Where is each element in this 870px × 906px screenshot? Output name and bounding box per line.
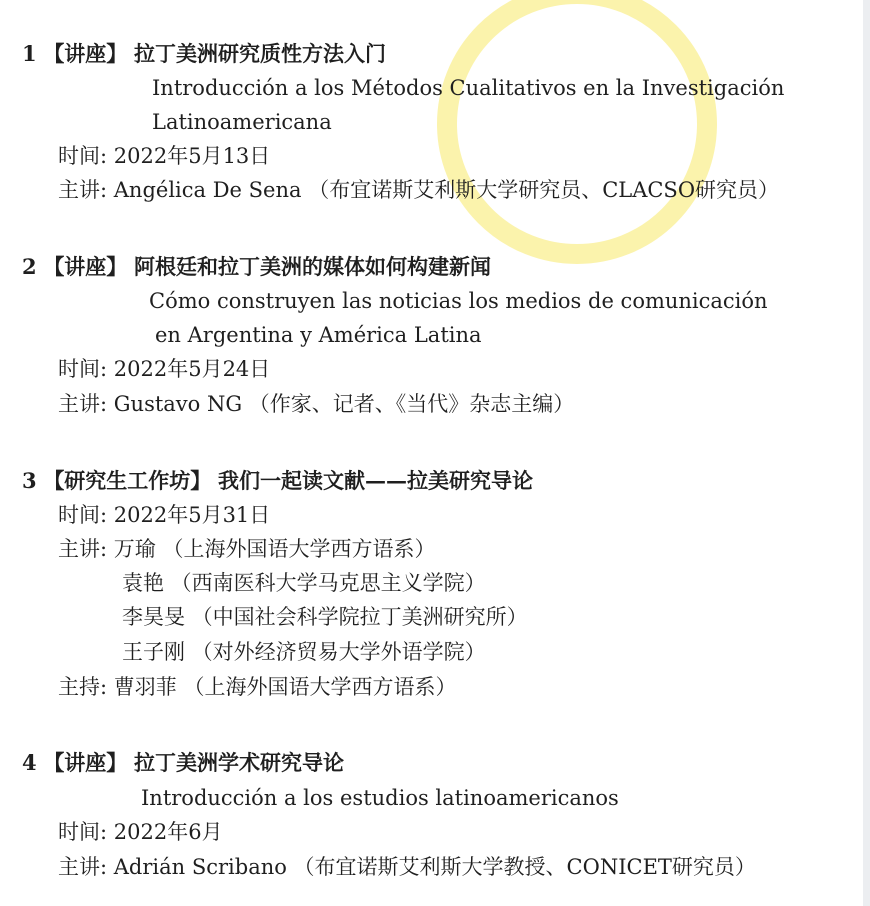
event-tag: 【讲座】 bbox=[43, 750, 128, 775]
time-value: 2022年6月 bbox=[113, 820, 223, 844]
event-tag: 【讲座】 bbox=[43, 254, 128, 279]
time-value: 2022年5月31日 bbox=[113, 503, 271, 527]
time-label: 时间: bbox=[58, 144, 108, 168]
event-title-es: Latinoamericana bbox=[152, 110, 332, 134]
event-tag: 【研究生工作坊】 bbox=[43, 468, 212, 493]
event-3-heading bbox=[22, 465, 533, 497]
host-label: 主持: bbox=[58, 675, 108, 699]
event-number: 4 bbox=[22, 750, 37, 775]
event-time bbox=[58, 816, 223, 848]
event-1-heading bbox=[22, 38, 386, 70]
event-tag: 【讲座】 bbox=[43, 41, 128, 66]
time-label: 时间: bbox=[58, 357, 108, 381]
speaker-value: Adrián Scribano （布宜诺斯艾利斯大学教授、CONICET研究员） bbox=[113, 855, 756, 879]
event-2-heading bbox=[22, 251, 491, 283]
speaker-value: 袁艳 （西南医科大学马克思主义学院） bbox=[122, 571, 486, 595]
speaker-label: 主讲: bbox=[58, 855, 108, 879]
time-value: 2022年5月13日 bbox=[113, 144, 271, 168]
event-4-heading bbox=[22, 747, 344, 779]
speaker-label: 主讲: bbox=[58, 178, 108, 202]
event-host bbox=[58, 671, 456, 703]
event-time bbox=[58, 353, 270, 385]
event-title-zh: 阿根廷和拉丁美洲的媒体如何构建新闻 bbox=[134, 254, 491, 279]
event-title-zh: 拉丁美洲研究质性方法入门 bbox=[134, 41, 386, 66]
event-time bbox=[58, 140, 270, 172]
event-speaker bbox=[58, 388, 574, 420]
event-title-zh: 我们一起读文献——拉美研究导论 bbox=[218, 468, 533, 493]
speaker-label: 主讲: bbox=[58, 392, 108, 416]
event-title-zh: 拉丁美洲学术研究导论 bbox=[134, 750, 344, 775]
speaker-value: 王子刚 （对外经济贸易大学外语学院） bbox=[122, 640, 486, 664]
event-title-es: Cómo construyen las noticias los medios de comunicación bbox=[149, 289, 768, 313]
speaker-value: 万瑜 （上海外国语大学西方语系） bbox=[113, 537, 436, 561]
event-title-es: Introducción a los estudios latinoamericanos bbox=[141, 786, 619, 810]
event-time bbox=[58, 499, 270, 531]
speaker-label: 主讲: bbox=[58, 537, 108, 561]
event-number: 1 bbox=[22, 41, 37, 66]
speaker-value: 李昊旻 （中国社会科学院拉丁美洲研究所） bbox=[122, 605, 528, 629]
host-value: 曹羽菲 （上海外国语大学西方语系） bbox=[113, 675, 457, 699]
speaker-value: Angélica De Sena （布宜诺斯艾利斯大学研究员、CLACSO研究员） bbox=[113, 178, 780, 202]
time-label: 时间: bbox=[58, 820, 108, 844]
speaker-value: Gustavo NG （作家、记者、《当代》杂志主编） bbox=[113, 392, 575, 416]
event-number: 2 bbox=[22, 254, 37, 279]
event-speaker bbox=[58, 851, 756, 883]
scrollbar[interactable] bbox=[863, 0, 870, 906]
time-label: 时间: bbox=[58, 503, 108, 527]
event-speaker bbox=[58, 174, 779, 206]
event-title-es: en Argentina y América Latina bbox=[155, 323, 482, 347]
event-speaker bbox=[58, 533, 435, 565]
time-value: 2022年5月24日 bbox=[113, 357, 271, 381]
event-number: 3 bbox=[22, 468, 37, 493]
event-title-es: Introducción a los Métodos Cualitativos en la Investigación bbox=[152, 76, 785, 100]
